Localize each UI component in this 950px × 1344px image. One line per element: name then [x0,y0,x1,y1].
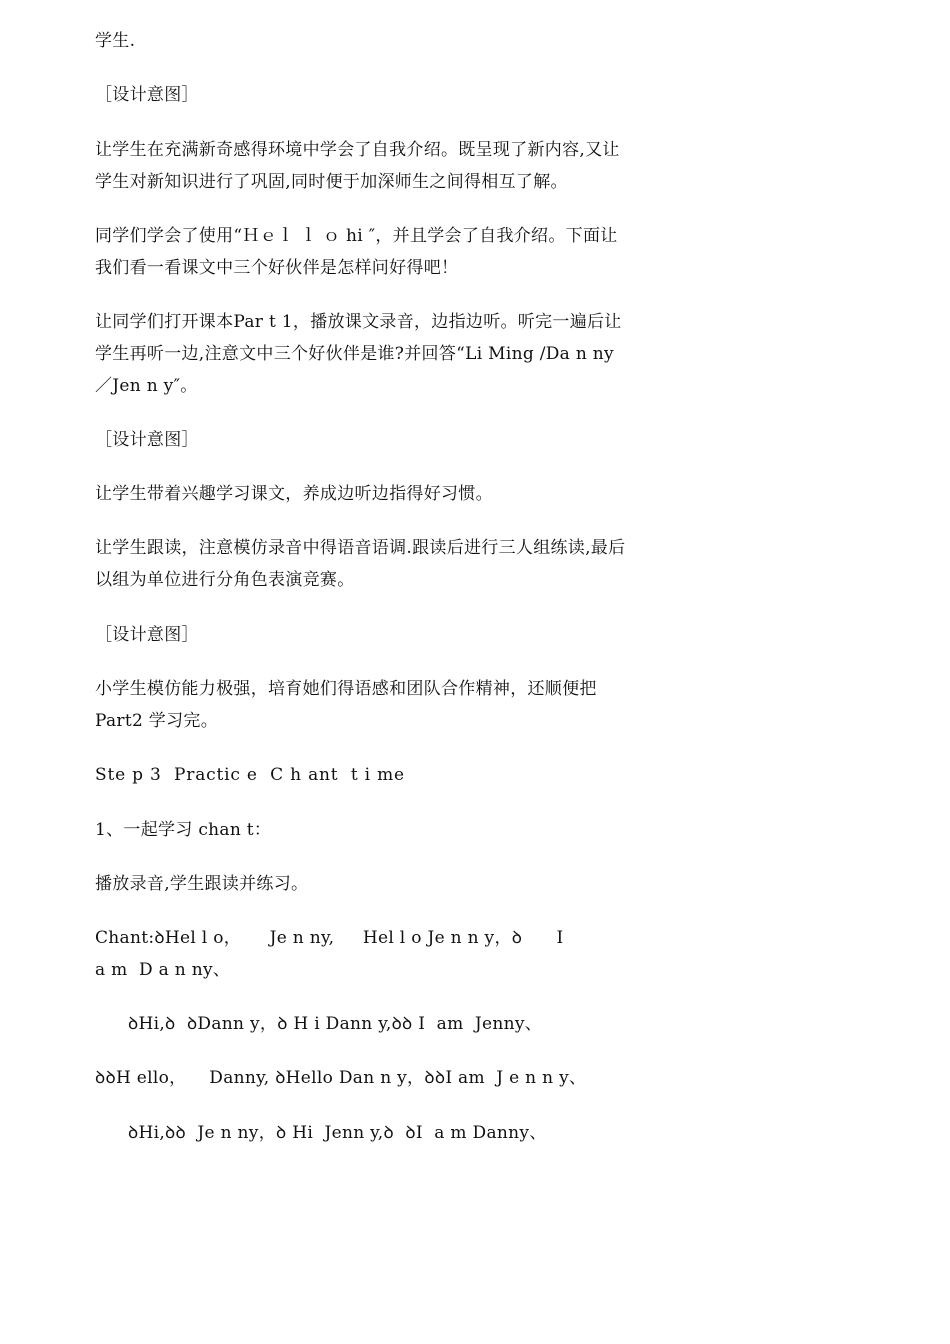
paragraph-playback-practice: 播放录音,学生跟读并练习。 [95,874,309,894]
paragraph-follow-reading-line1: 让学生跟读，注意模仿录音中得语音语调.跟读后进行三人组练读,最后 [95,538,626,558]
design-intent-heading: ［设计意图］ [95,85,199,105]
paragraph-greeting-line2: 我们看一看课文中三个好伙伴是怎样问好得吧！ [95,258,459,278]
design-intent-heading: ［设计意图］ [95,625,199,645]
paragraph-part1-line3: ／Jen n y″。 [95,376,198,396]
paragraph-listening-habit: 让学生带着兴趣学习课文，养成边听边指得好习惯。 [95,484,493,504]
chant-line4: ꝺHi,ꝺꝺ Je n ny，ꝺ Hi Jenn y,ꝺ ꝺI a m Danny、 [128,1123,547,1143]
chant-line3: ꝺꝺH ello， Danny, ꝺHello Dan n y，ꝺꝺI am J e n n y、 [95,1068,587,1088]
paragraph-part1-line1: 让同学们打开课本Par t 1，播放课文录音，边指边听。听完一遍后让 [95,312,622,332]
paragraph-intro-end: 学生. [95,31,136,51]
chant-line2: ꝺHi,ꝺ ꝺDann y，ꝺ H i Dann y,ꝺꝺ I am Jenny、 [128,1014,543,1034]
step3-heading: Ste p 3 Practic e C h ant t i me [95,765,405,785]
design-intent-heading: ［设计意图］ [95,430,199,450]
paragraph-follow-reading-line2: 以组为单位进行分角色表演竞赛。 [95,570,355,590]
paragraph-greeting-line1: 同学们学会了使用“Ｈｅｌ ｌ ｏ hi ″，并且学会了自我介绍。下面让 [95,226,618,246]
chant-learning-item: 1、一起学习 chan t： [95,820,272,840]
paragraph-self-intro-line1: 让学生在充满新奇感得环境中学会了自我介绍。既呈现了新内容,又让 [95,140,620,160]
paragraph-imitation-line1: 小学生模仿能力极强，培育她们得语感和团队合作精神，还顺便把 [95,679,597,699]
paragraph-part1-line2: 学生再听一边,注意文中三个好伙伴是谁?并回答“Li Ming /Da n ny [95,344,614,364]
paragraph-imitation-line2: Part2 学习完。 [95,711,218,731]
chant-line1-part2: a m D a n ny、 [95,960,231,980]
paragraph-self-intro-line2: 学生对新知识进行了巩固,同时便于加深师生之间得相互了解。 [95,172,568,192]
chant-line1-part1: Chant:ꝺHel l o， Je n ny, Hel l o Je n n y，ꝺ I [95,928,564,948]
